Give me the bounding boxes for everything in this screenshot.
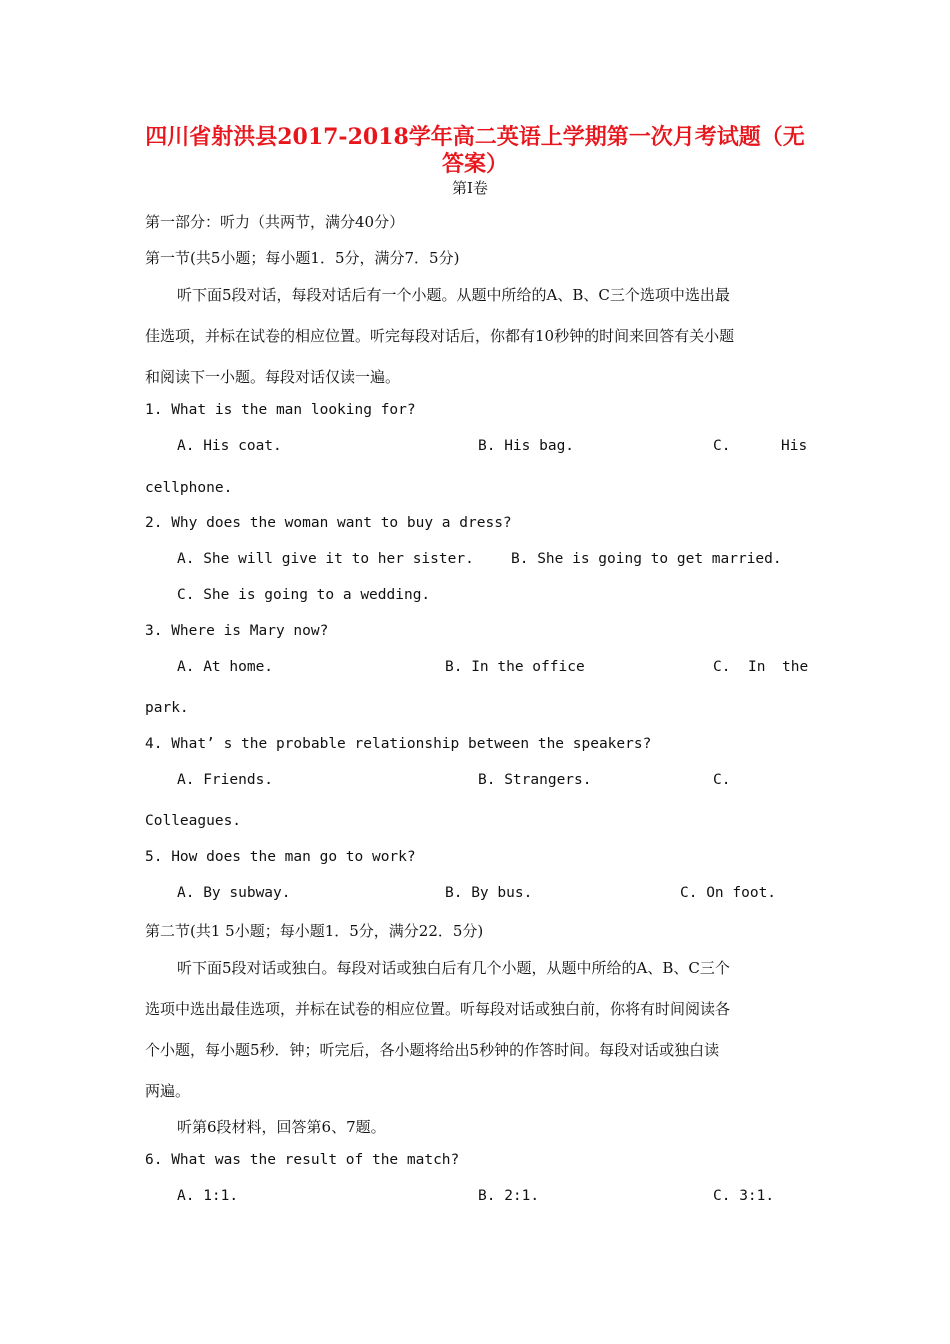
question-3-stem: 3. Where is Mary now? (145, 623, 329, 639)
question-3-option-c-text-1: In (748, 659, 766, 675)
section2-heading: 第二节(共1 5小题；每小题1．5分，满分22．5分) (145, 922, 484, 940)
section1-instruction-2: 佳选项，并标在试卷的相应位置。听完每段对话后，你都有10秒钟的时间来回答有关小题 (145, 327, 735, 345)
material-6-note: 听第6段材料，回答第6、7题。 (177, 1118, 386, 1136)
question-1-option-a: A. His coat. (177, 438, 282, 454)
question-1-option-c-label: C. (713, 438, 731, 454)
exam-title-line-1: 四川省射洪县2017-2018学年高二英语上学期第一次月考试题（无 (145, 124, 805, 150)
question-1-option-c-wrap: cellphone. (145, 480, 233, 496)
question-5-option-b: B. By bus. (445, 885, 533, 901)
volume-label: 第Ⅰ卷 (452, 179, 488, 197)
question-2-option-a: A. She will give it to her sister. (177, 551, 474, 567)
exam-title-line-2: 答案） (441, 151, 508, 177)
question-6-option-b: B. 2:1. (478, 1188, 540, 1204)
section1-heading: 第一节(共5小题；每小题1．5分，满分7．5分) (145, 249, 460, 267)
question-2-stem: 2. Why does the woman want to buy a dress? (145, 515, 512, 531)
question-2-option-b: B. She is going to get married. (511, 551, 782, 567)
section1-instruction-1: 听下面5段对话，每段对话后有一个小题。从题中所给的A、B、C三个选项中选出最 (177, 286, 730, 304)
question-6-stem: 6. What was the result of the match? (145, 1152, 460, 1168)
question-4-option-a: A. Friends. (177, 772, 274, 788)
question-4-option-b: B. Strangers. (478, 772, 592, 788)
question-3-option-a: A. At home. (177, 659, 274, 675)
question-6-option-a: A. 1:1. (177, 1188, 239, 1204)
section1-instruction-3: 和阅读下一小题。每段对话仅读一遍。 (145, 368, 401, 386)
section2-instruction-3: 个小题，每小题5秒．钟；听完后，各小题将给出5秒钟的作答时间。每段对话或独白读 (145, 1041, 720, 1059)
question-1-option-b: B. His bag. (478, 438, 575, 454)
question-1-option-c-text: His (781, 438, 808, 454)
part1-heading: 第一部分：听力（共两节，满分40分） (145, 213, 405, 231)
question-3-option-c-text-2: the (782, 659, 809, 675)
question-1-stem: 1. What is the man looking for? (145, 402, 416, 418)
question-2-option-c: C. She is going to a wedding. (177, 587, 431, 603)
question-3-option-c-wrap: park. (145, 700, 189, 716)
section2-instruction-2: 选项中选出最佳选项，并标在试卷的相应位置。听每段对话或独白前，你将有时间阅读各 (145, 1000, 731, 1018)
question-3-option-c-label: C. (713, 659, 731, 675)
question-4-option-c-wrap: Colleagues. (145, 813, 242, 829)
question-3-option-b: B. In the office (445, 659, 585, 675)
question-5-option-c: C. On foot. (680, 885, 777, 901)
section2-instruction-4: 两遍。 (145, 1082, 191, 1100)
question-4-stem: 4. What’ s the probable relationship between the speakers? (145, 736, 652, 752)
question-5-option-a: A. By subway. (177, 885, 291, 901)
question-6-option-c: C. 3:1. (713, 1188, 775, 1204)
section2-instruction-1: 听下面5段对话或独白。每段对话或独白后有几个小题，从题中所给的A、B、C三个 (177, 959, 730, 977)
question-5-stem: 5. How does the man go to work? (145, 849, 416, 865)
question-4-option-c-label: C. (713, 772, 731, 788)
